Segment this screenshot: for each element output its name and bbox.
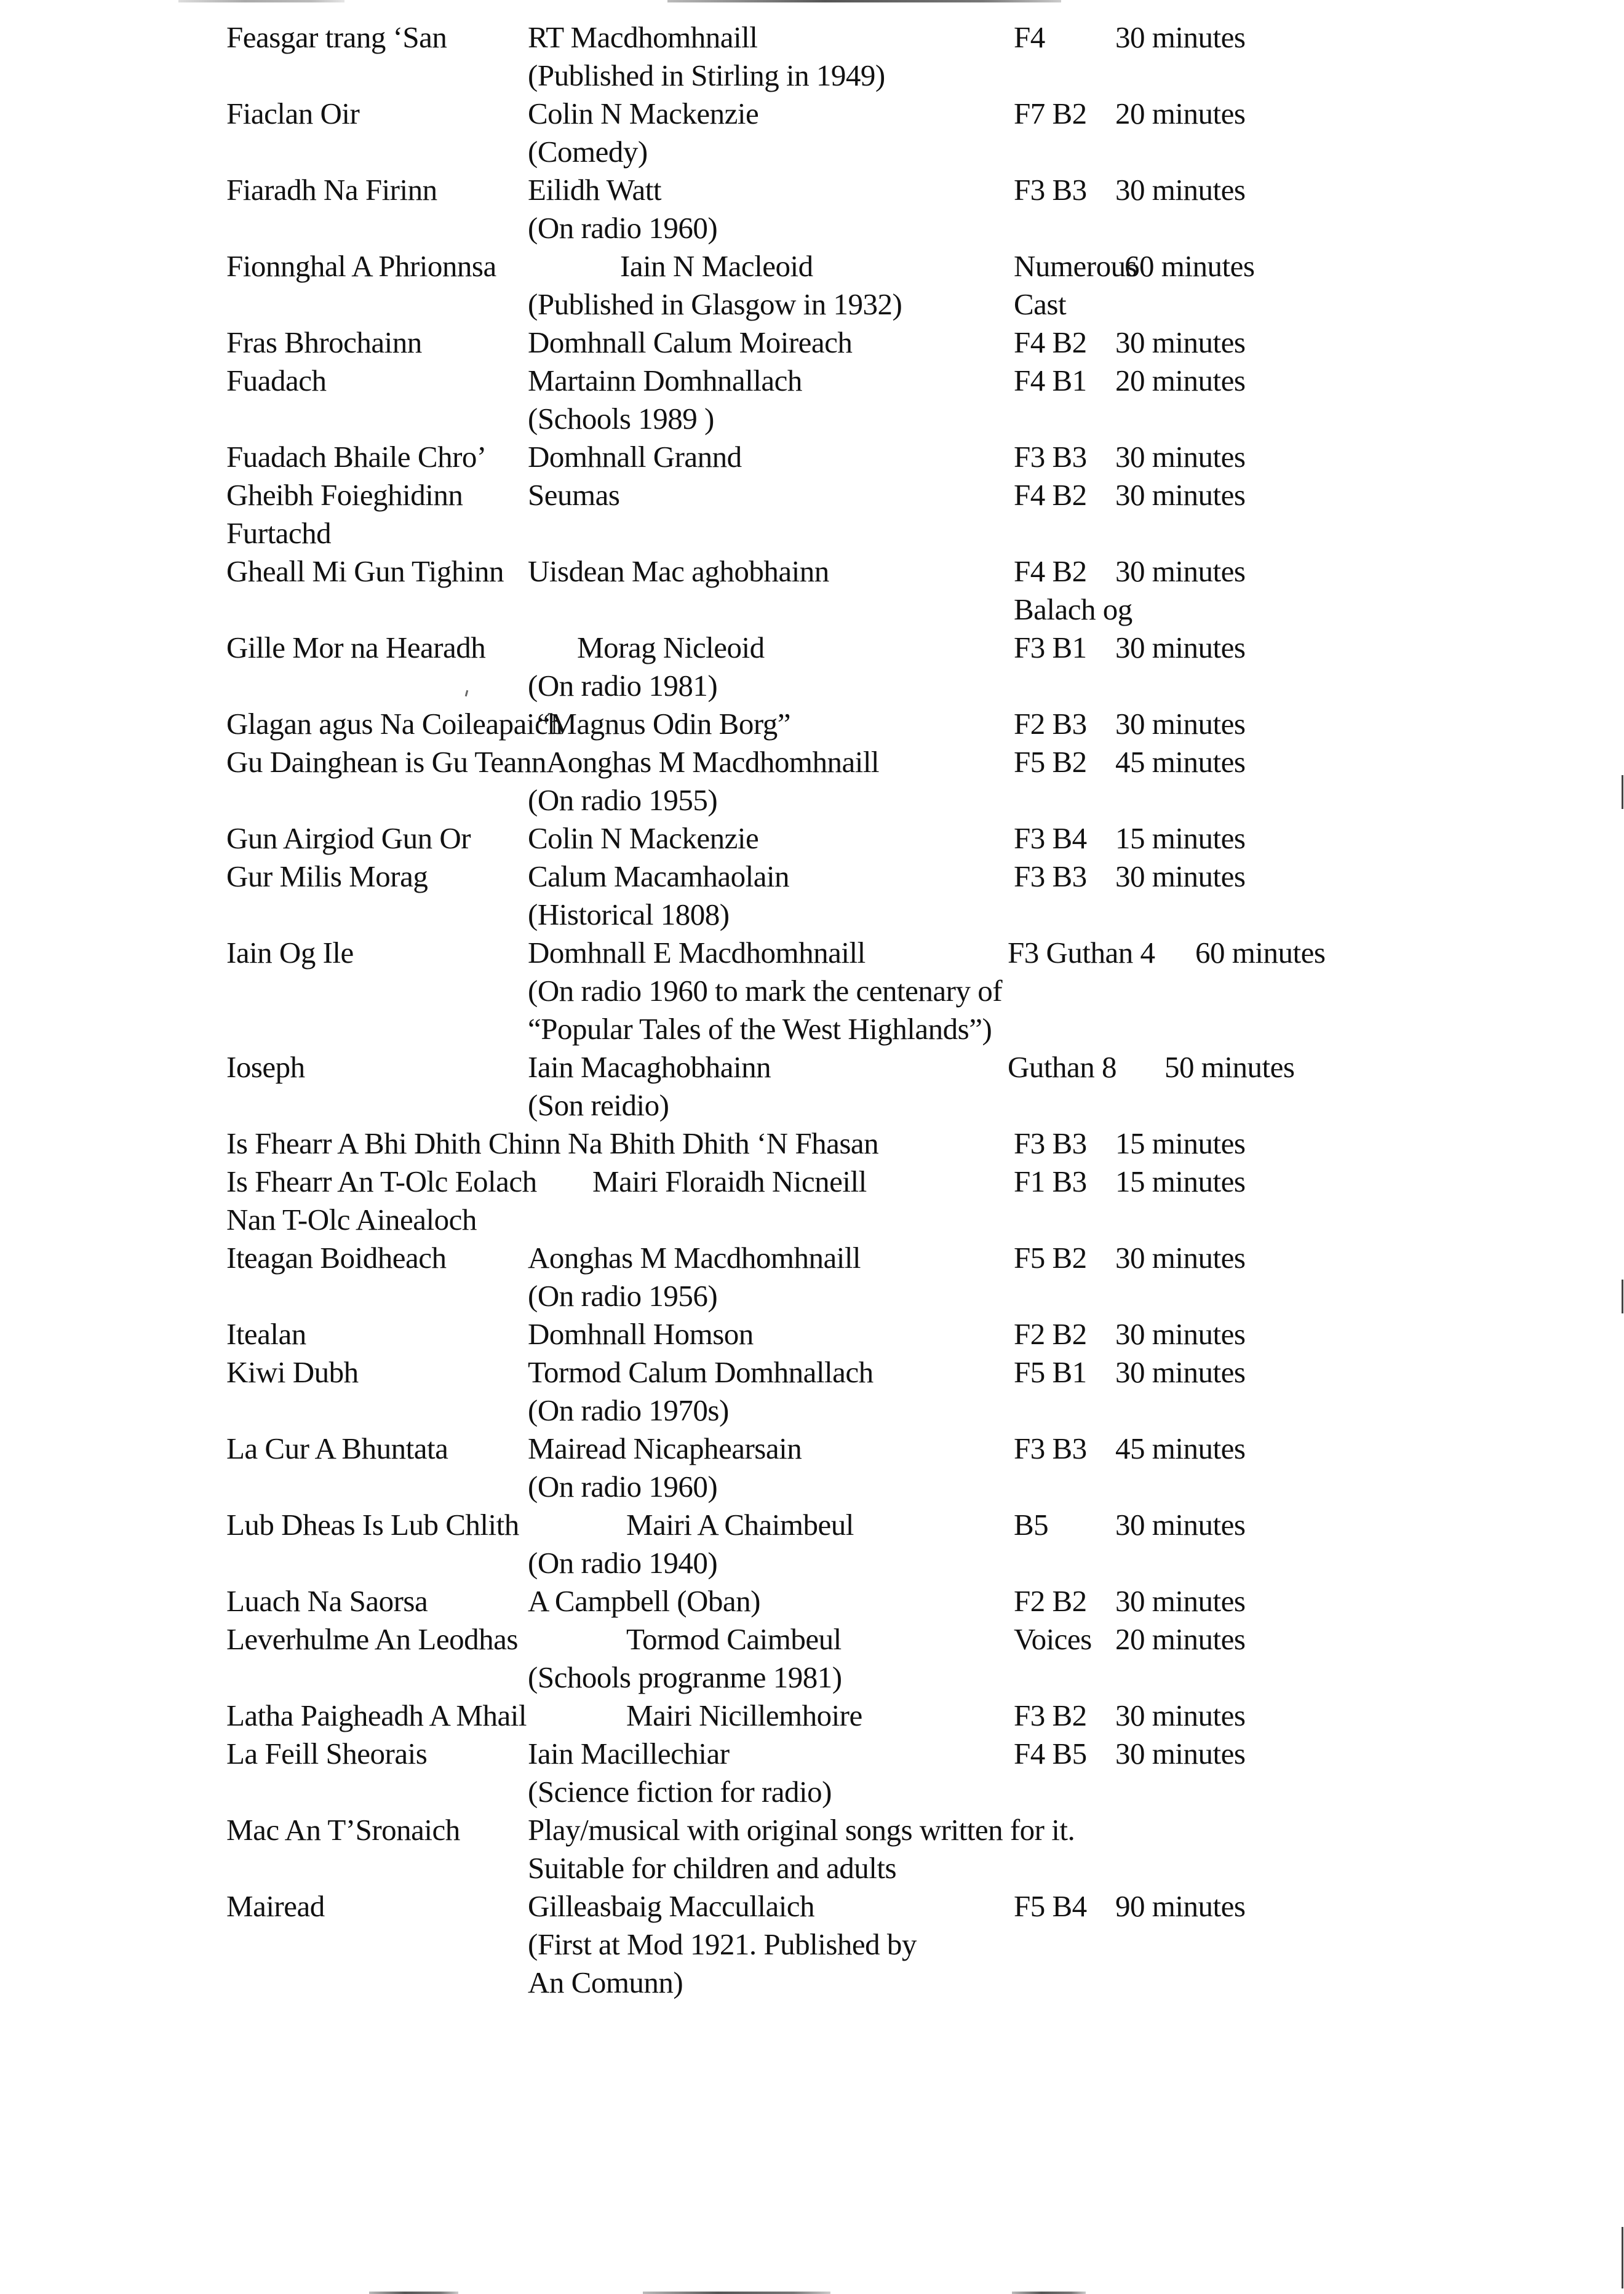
play-title: Fuadach Bhaile Chro’ xyxy=(226,440,487,474)
play-entry xyxy=(226,552,1457,629)
play-title: Leverhulme An Leodhas xyxy=(226,1622,518,1656)
play-title: Glagan agus Na Coileapaich xyxy=(226,707,563,741)
entry-line xyxy=(226,209,1457,247)
play-entry xyxy=(226,95,1457,171)
play-author: Play/musical with original songs written for it. xyxy=(528,1813,1075,1847)
play-title: Mac An T’Sronaich xyxy=(226,1813,460,1847)
play-entry xyxy=(226,324,1457,362)
play-note: (On radio 1970s) xyxy=(528,1393,729,1427)
entry-line xyxy=(226,819,1457,858)
play-title: Ioseph xyxy=(226,1050,305,1084)
play-title: Fuadach xyxy=(226,364,327,397)
play-note: (Comedy) xyxy=(528,135,648,169)
play-entry xyxy=(226,438,1457,476)
play-title: Iteagan Boidheach xyxy=(226,1241,447,1275)
play-duration: 20 minutes xyxy=(1115,364,1246,397)
entry-line xyxy=(226,1315,1457,1353)
play-duration: 15 minutes xyxy=(1115,821,1246,855)
play-title: Mairead xyxy=(226,1889,325,1923)
entry-line xyxy=(226,591,1457,629)
play-author: Seumas xyxy=(528,478,620,512)
cast-size: F4 B1 xyxy=(1014,364,1087,397)
play-entry xyxy=(226,1430,1457,1506)
play-author: Aonghas M Macdhomhnaill xyxy=(528,1241,861,1275)
play-duration: 30 minutes xyxy=(1115,173,1246,207)
cast-size: F2 B3 xyxy=(1014,707,1087,741)
play-author: Uisdean Mac aghobhainn xyxy=(528,554,829,588)
play-entry xyxy=(226,743,1457,819)
play-entry xyxy=(226,1697,1457,1735)
play-note: (On radio 1960) xyxy=(528,1470,718,1503)
play-duration: 45 minutes xyxy=(1115,1432,1246,1465)
play-title: Feasgar trang ‘San xyxy=(226,20,447,54)
cast-size: F5 B2 xyxy=(1014,1241,1087,1275)
entry-line xyxy=(226,438,1457,476)
scan-edge-bottom xyxy=(369,2292,458,2294)
play-author: Aonghas M Macdhomhnaill xyxy=(546,745,880,779)
play-title: Fras Bhrochainn xyxy=(226,325,422,359)
play-author: Mairi Floraidh Nicneill xyxy=(592,1165,867,1198)
entry-line xyxy=(226,285,1457,324)
entry-line xyxy=(226,1659,1457,1697)
play-note: (Science fiction for radio) xyxy=(528,1775,832,1809)
scan-edge-top-left xyxy=(178,0,344,2)
cast-size: F4 xyxy=(1014,20,1045,54)
play-duration: 30 minutes xyxy=(1115,1508,1246,1542)
entry-line xyxy=(226,1964,1457,2002)
entry-line xyxy=(226,1010,1457,1048)
play-note: (On radio 1960) xyxy=(528,211,718,245)
play-author: Tormod Caimbeul xyxy=(626,1622,842,1656)
play-author: Eilidh Watt xyxy=(528,173,661,207)
entry-line xyxy=(226,1887,1457,1926)
entry-line xyxy=(226,247,1457,285)
cast-size: Guthan 8 xyxy=(1008,1050,1116,1084)
play-title: Gheibh Foieghidinn xyxy=(226,478,463,512)
entry-line xyxy=(226,705,1457,743)
entry-line xyxy=(226,57,1457,95)
play-duration: 30 minutes xyxy=(1115,20,1246,54)
entry-line xyxy=(226,972,1457,1010)
play-note: (First at Mod 1921. Published by xyxy=(528,1927,917,1961)
play-note: (Schools 1989 ) xyxy=(528,402,714,436)
play-duration: 30 minutes xyxy=(1115,859,1246,893)
play-duration: 30 minutes xyxy=(1115,325,1246,359)
play-entry xyxy=(226,705,1457,743)
entry-line xyxy=(226,476,1457,514)
cast-size: F5 B2 xyxy=(1014,745,1087,779)
cast-detail: Balach og xyxy=(1014,592,1132,626)
play-duration: 30 minutes xyxy=(1115,631,1246,664)
entry-line xyxy=(226,1277,1457,1315)
play-title: Is Fhearr An T-Olc Eolach xyxy=(226,1165,537,1198)
play-duration: 15 minutes xyxy=(1115,1126,1246,1160)
entry-line xyxy=(226,1353,1457,1392)
cast-size: F3 B3 xyxy=(1014,859,1087,893)
play-author: Gilleasbaig Maccullaich xyxy=(528,1889,815,1923)
play-duration: 30 minutes xyxy=(1115,1737,1246,1770)
entry-line xyxy=(226,934,1457,972)
play-title: Gur Milis Morag xyxy=(226,859,428,893)
scan-edge-right xyxy=(1622,1280,1623,1313)
play-author: Colin N Mackenzie xyxy=(528,821,759,855)
play-title: Gun Airgiod Gun Or xyxy=(226,821,471,855)
play-author: Mairead Nicaphearsain xyxy=(528,1432,802,1465)
cast-size: F4 B5 xyxy=(1014,1737,1087,1770)
play-entry xyxy=(226,247,1457,324)
play-entry xyxy=(226,1125,1457,1163)
entry-line xyxy=(226,1773,1457,1811)
play-duration: 20 minutes xyxy=(1115,97,1246,130)
play-author: A Campbell (Oban) xyxy=(528,1584,760,1618)
cast-size: F4 B2 xyxy=(1014,325,1087,359)
entry-line xyxy=(226,1468,1457,1506)
play-author: RT Macdhomhnaill xyxy=(528,20,758,54)
entry-line xyxy=(226,1125,1457,1163)
play-author: Tormod Calum Domhnallach xyxy=(528,1355,874,1389)
cast-size: F3 B3 xyxy=(1014,1432,1087,1465)
play-title-continued: Furtachd xyxy=(226,516,332,550)
play-entry xyxy=(226,1163,1457,1239)
play-duration: 60 minutes xyxy=(1195,936,1326,970)
play-list xyxy=(226,18,1457,2002)
entry-line xyxy=(226,1544,1457,1582)
entry-line xyxy=(226,896,1457,934)
entry-line xyxy=(226,95,1457,133)
play-entry xyxy=(226,629,1457,705)
play-entry xyxy=(226,171,1457,247)
play-author: Mairi A Chaimbeul xyxy=(626,1508,854,1542)
play-duration: 30 minutes xyxy=(1115,707,1246,741)
play-entry xyxy=(226,1506,1457,1582)
entry-line xyxy=(226,629,1457,667)
entry-line xyxy=(226,18,1457,57)
entry-line xyxy=(226,514,1457,552)
play-note: “Popular Tales of the West Highlands”) xyxy=(528,1012,992,1046)
play-author: Domhnall Calum Moireach xyxy=(528,325,853,359)
entry-line xyxy=(226,1048,1457,1086)
play-entry xyxy=(226,1315,1457,1353)
play-entry xyxy=(226,1887,1457,2002)
play-note: (On radio 1955) xyxy=(528,783,718,817)
entry-line xyxy=(226,1239,1457,1277)
entry-line xyxy=(226,552,1457,591)
play-note: (On radio 1940) xyxy=(528,1546,718,1580)
play-note: (Schools progranme 1981) xyxy=(528,1660,842,1694)
cast-size: F3 B3 xyxy=(1014,173,1087,207)
entry-line xyxy=(226,1849,1457,1887)
play-title: Fiaradh Na Firinn xyxy=(226,173,437,207)
play-entry xyxy=(226,1353,1457,1430)
play-title: Gille Mor na Hearadh xyxy=(226,631,486,664)
play-entry xyxy=(226,1582,1457,1620)
play-entry xyxy=(226,18,1457,95)
cast-detail: Cast xyxy=(1014,287,1067,321)
cast-size: F4 B2 xyxy=(1014,554,1087,588)
play-title: Kiwi Dubh xyxy=(226,1355,359,1389)
cast-size: Numerous xyxy=(1014,249,1137,283)
play-note: (Published in Glasgow in 1932) xyxy=(528,287,902,321)
play-note: (Historical 1808) xyxy=(528,898,730,931)
play-title: Is Fhearr A Bhi Dhith Chinn Na Bhith Dhith ‘N Fhasan xyxy=(226,1126,879,1160)
cast-size: F1 B3 xyxy=(1014,1165,1087,1198)
cast-size: F3 B3 xyxy=(1014,440,1087,474)
play-duration: 30 minutes xyxy=(1115,554,1246,588)
play-entry xyxy=(226,1620,1457,1697)
play-note: (On radio 1960 to mark the centenary of xyxy=(528,974,1003,1008)
entry-line xyxy=(226,1620,1457,1659)
play-entry xyxy=(226,1048,1457,1125)
play-duration: 30 minutes xyxy=(1115,1699,1246,1732)
play-note: (Published in Stirling in 1949) xyxy=(528,58,885,92)
play-title: Latha Paigheadh A Mhail xyxy=(226,1699,527,1732)
play-author: Colin N Mackenzie xyxy=(528,97,759,130)
cast-size: F3 Guthan 4 xyxy=(1008,936,1155,970)
entry-line xyxy=(226,667,1457,705)
play-title: Lub Dheas Is Lub Chlith xyxy=(226,1508,519,1542)
cast-size: Voices xyxy=(1014,1622,1092,1656)
entry-line xyxy=(226,858,1457,896)
cast-size: F3 B1 xyxy=(1014,631,1087,664)
play-entry xyxy=(226,1735,1457,1811)
play-duration: 15 minutes xyxy=(1115,1165,1246,1198)
play-author: Domhnall E Macdhomhnaill xyxy=(528,936,866,970)
play-author: Calum Macamhaolain xyxy=(528,859,790,893)
entry-line xyxy=(226,400,1457,438)
cast-size: F3 B3 xyxy=(1014,1126,1087,1160)
play-duration: 30 minutes xyxy=(1115,440,1246,474)
entry-line xyxy=(226,1926,1457,1964)
entry-line xyxy=(226,1506,1457,1544)
entry-line xyxy=(226,1697,1457,1735)
play-author: Iain Macillechiar xyxy=(528,1737,730,1770)
play-author: Iain N Macleoid xyxy=(620,249,813,283)
play-note: Suitable for children and adults xyxy=(528,1851,897,1885)
scan-edge-right xyxy=(1622,775,1623,809)
entry-line xyxy=(226,324,1457,362)
play-duration: 30 minutes xyxy=(1115,1241,1246,1275)
play-entry xyxy=(226,1811,1457,1887)
play-duration: 20 minutes xyxy=(1115,1622,1246,1656)
scan-edge-right xyxy=(1622,2227,1623,2288)
entry-line xyxy=(226,1582,1457,1620)
play-entry xyxy=(226,476,1457,552)
play-author: Mairi Nicillemhoire xyxy=(626,1699,862,1732)
entry-line xyxy=(226,362,1457,400)
cast-size: F4 B2 xyxy=(1014,478,1087,512)
scan-edge-bottom xyxy=(1012,2292,1086,2294)
play-title: Fiaclan Oir xyxy=(226,97,360,130)
cast-size: F7 B2 xyxy=(1014,97,1087,130)
cast-size: F3 B2 xyxy=(1014,1699,1087,1732)
play-entry xyxy=(226,934,1457,1048)
play-entry xyxy=(226,362,1457,438)
play-title: Gheall Mi Gun Tighinn xyxy=(226,554,504,588)
play-author: “Magnus Odin Borg” xyxy=(537,707,790,741)
entry-line xyxy=(226,171,1457,209)
entry-line xyxy=(226,133,1457,171)
play-title: Luach Na Saorsa xyxy=(226,1584,428,1618)
play-duration: 60 minutes xyxy=(1124,249,1255,283)
play-note: (On radio 1981) xyxy=(528,669,718,703)
play-duration: 30 minutes xyxy=(1115,478,1246,512)
cast-size: F5 B1 xyxy=(1014,1355,1087,1389)
play-author: Domhnall Grannd xyxy=(528,440,742,474)
play-title: Fionnghal A Phrionnsa xyxy=(226,249,496,283)
entry-line xyxy=(226,1735,1457,1773)
play-title-continued: Nan T-Olc Ainealoch xyxy=(226,1203,477,1237)
play-author: Domhnall Homson xyxy=(528,1317,754,1351)
cast-size: F2 B2 xyxy=(1014,1317,1087,1351)
play-entry xyxy=(226,1239,1457,1315)
play-duration: 30 minutes xyxy=(1115,1584,1246,1618)
play-duration: 50 minutes xyxy=(1164,1050,1295,1084)
play-note: An Comunn) xyxy=(528,1965,683,1999)
play-title: Iain Og Ile xyxy=(226,936,354,970)
entry-line xyxy=(226,781,1457,819)
entry-line xyxy=(226,1430,1457,1468)
entry-line xyxy=(226,743,1457,781)
play-entry xyxy=(226,819,1457,858)
play-title: Gu Dainghean is Gu Teann xyxy=(226,745,546,779)
play-author: Morag Nicleoid xyxy=(577,631,765,664)
play-title: Itealan xyxy=(226,1317,306,1351)
cast-size: B5 xyxy=(1014,1508,1049,1542)
cast-size: F5 B4 xyxy=(1014,1889,1087,1923)
entry-line xyxy=(226,1201,1457,1239)
play-duration: 30 minutes xyxy=(1115,1317,1246,1351)
play-duration: 45 minutes xyxy=(1115,745,1246,779)
play-author: Martainn Domhnallach xyxy=(528,364,802,397)
entry-line xyxy=(226,1392,1457,1430)
cast-size: F2 B2 xyxy=(1014,1584,1087,1618)
cast-size: F3 B4 xyxy=(1014,821,1087,855)
play-duration: 90 minutes xyxy=(1115,1889,1246,1923)
scan-edge-top xyxy=(667,0,1061,2)
entry-line xyxy=(226,1086,1457,1125)
play-note: (Son reidio) xyxy=(528,1088,669,1122)
play-entry xyxy=(226,858,1457,934)
play-title: La Cur A Bhuntata xyxy=(226,1432,448,1465)
play-note: (On radio 1956) xyxy=(528,1279,718,1313)
play-duration: 30 minutes xyxy=(1115,1355,1246,1389)
play-author: Iain Macaghobhainn xyxy=(528,1050,771,1084)
scan-edge-bottom xyxy=(643,2292,830,2294)
play-title: La Feill Sheorais xyxy=(226,1737,428,1770)
entry-line xyxy=(226,1163,1457,1201)
entry-line xyxy=(226,1811,1457,1849)
